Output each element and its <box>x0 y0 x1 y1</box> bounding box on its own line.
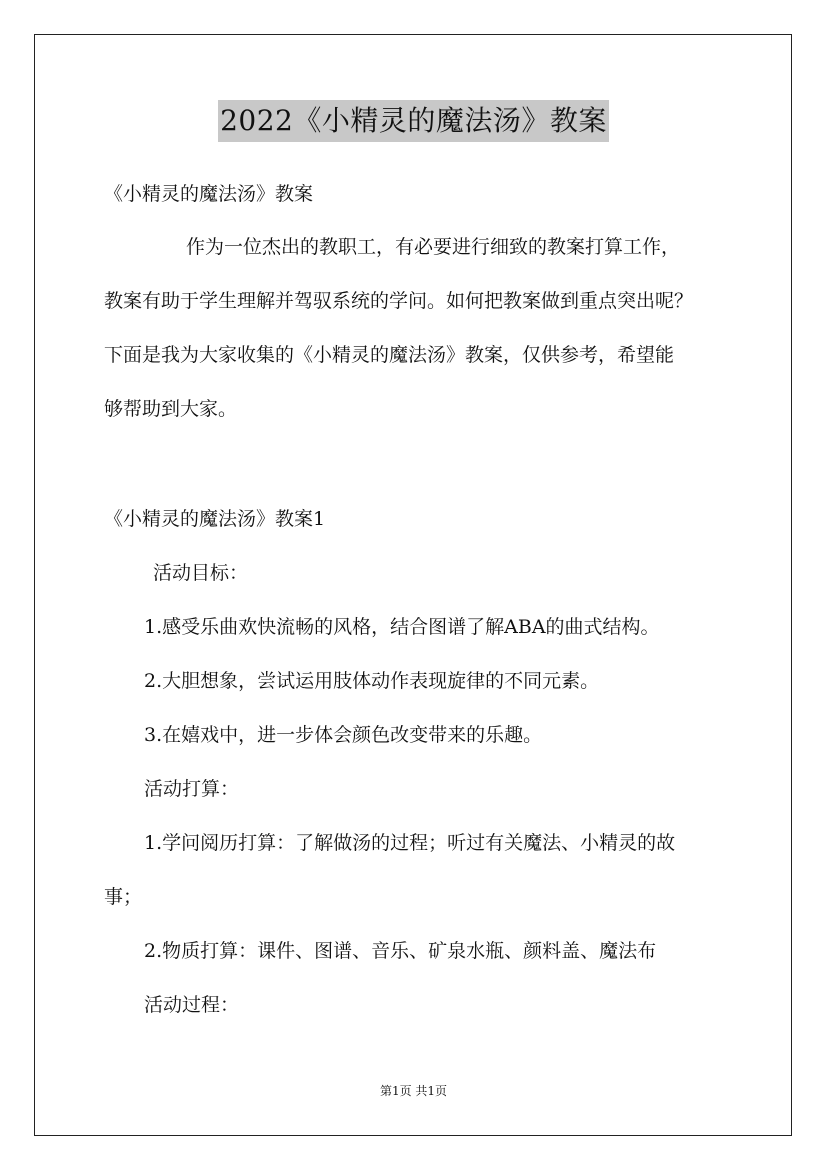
intro-line: 作为一位杰出的教职工，有必要进行细致的教案打算工作， <box>186 236 681 258</box>
document-title: 2022《小精灵的魔法汤》教案 <box>218 100 609 142</box>
subtitle: 《小精灵的魔法汤》教案 <box>104 183 314 205</box>
intro-line: 教案有助于学生理解并驾驭系统的学问。如何把教案做到重点突出呢？ <box>104 290 694 312</box>
goal-item: 2.大胆想象，尝试运用肢体动作表现旋律的不同元素。 <box>144 670 600 692</box>
prep-item: 2.物质打算：课件、图谱、音乐、矿泉水瓶、颜料盖、魔法布 <box>144 940 657 962</box>
prep-item: 1.学问阅历打算：了解做汤的过程；听过有关魔法、小精灵的故 <box>144 832 676 854</box>
goals-heading: 活动目标： <box>153 562 249 584</box>
process-heading: 活动过程： <box>144 994 240 1016</box>
goal-item: 1.感受乐曲欢快流畅的风格，结合图谱了解ABA的曲式结构。 <box>144 616 660 638</box>
section-heading: 《小精灵的魔法汤》教案1 <box>104 508 326 530</box>
title-container <box>0 100 827 142</box>
intro-line: 够帮助到大家。 <box>104 398 238 420</box>
goal-item: 3.在嬉戏中，进一步体会颜色改变带来的乐趣。 <box>144 724 543 746</box>
page-footer: 第1页 共1页 <box>379 1084 448 1098</box>
prep-item-continued: 事； <box>104 886 143 908</box>
prep-heading: 活动打算： <box>144 778 240 800</box>
intro-line: 下面是我为大家收集的《小精灵的魔法汤》教案，仅供参考，希望能 <box>104 344 675 366</box>
